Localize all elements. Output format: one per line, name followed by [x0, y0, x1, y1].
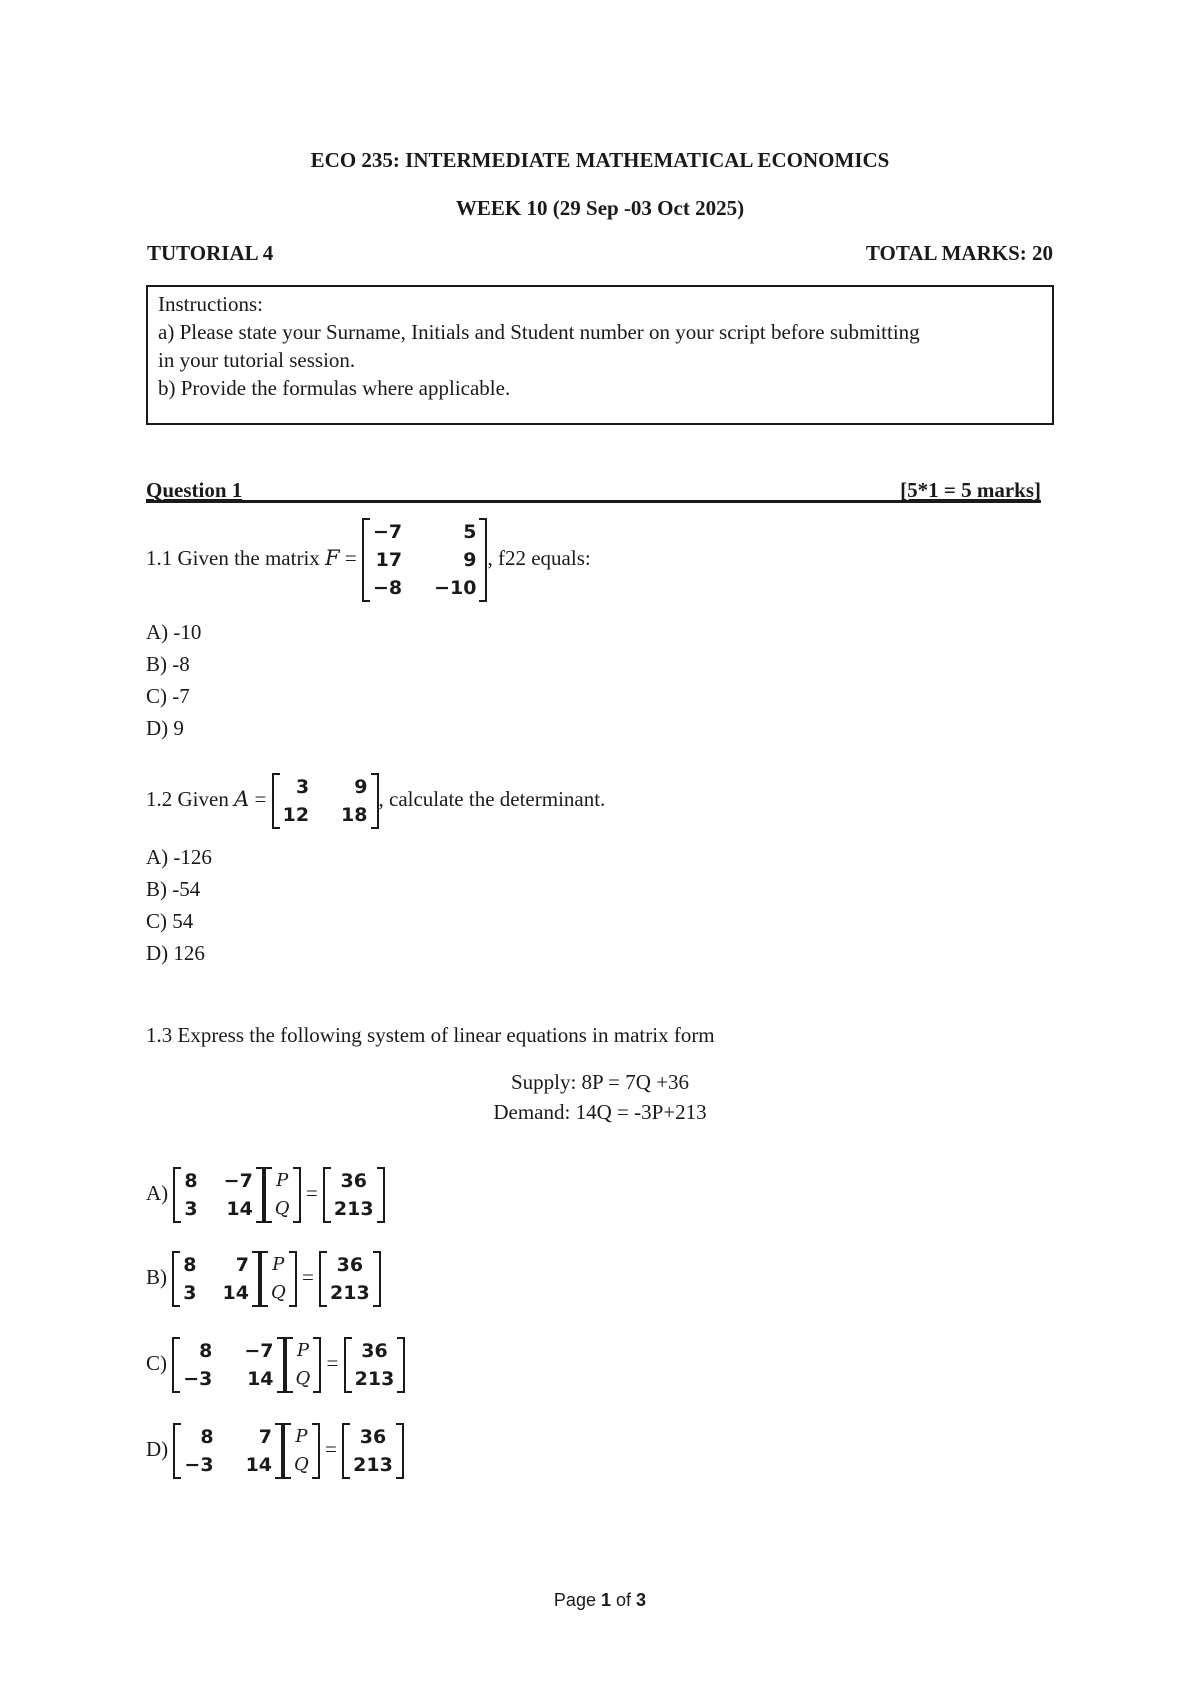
vector-cell: 213 — [353, 1454, 393, 1476]
option-label: A) — [146, 1180, 169, 1205]
matrix-a-cell: 3 — [295, 776, 310, 798]
vector-cell: Q — [295, 1368, 311, 1389]
q1-2-eq: = — [249, 786, 272, 811]
instructions-heading: Instructions: — [158, 292, 263, 316]
coefficient-matrix — [172, 1251, 260, 1307]
q1-2-option: D) 126 — [146, 941, 205, 965]
q1-1-suffix: , f22 equals: — [487, 545, 591, 570]
question-1-marks: [5*1 = 5 marks] — [900, 478, 1041, 502]
instructions-box — [146, 285, 1054, 425]
matrix-a-cell: 12 — [282, 804, 310, 826]
vector-cell: 36 — [359, 1426, 387, 1448]
q1-2-option: B) -54 — [146, 877, 201, 901]
matrix-f-cell: −7 — [372, 521, 403, 543]
q1-1-prefix: 1.1 Given the matrix — [146, 545, 326, 570]
footer-of-word: of — [616, 1590, 632, 1610]
q1-2-var: A — [234, 786, 250, 811]
q1-3-option-d — [146, 1423, 404, 1479]
instruction-b: b) Provide the formulas where applicable. — [158, 376, 511, 400]
vector-cell: 213 — [330, 1282, 370, 1304]
q1-1-var: F — [325, 545, 340, 570]
option-label: C) — [146, 1350, 167, 1375]
q1-2-suffix: , calculate the determinant. — [378, 786, 606, 811]
equals-sign: = — [326, 1350, 339, 1375]
vector-cell: 213 — [354, 1368, 395, 1390]
matrix-cell: 3 — [183, 1282, 197, 1304]
coefficient-matrix — [173, 1423, 283, 1479]
vector-cell: P — [295, 1426, 308, 1447]
constant-vector — [323, 1167, 385, 1223]
equals-sign: = — [305, 1180, 318, 1205]
matrix-cell: 14 — [245, 1454, 273, 1476]
matrix-a — [272, 773, 379, 829]
question-1-heading — [146, 478, 1041, 503]
variable-vector — [285, 1337, 322, 1393]
q1-2-option: A) -126 — [146, 845, 212, 869]
q1-2-option: C) 54 — [146, 909, 194, 933]
total-marks: TOTAL MARKS: 20 — [865, 241, 1053, 265]
demand-equation: Demand: 14Q = -3P+213 — [493, 1100, 707, 1124]
coefficient-matrix — [173, 1167, 263, 1223]
tutorial-label: TUTORIAL 4 — [147, 241, 274, 265]
coefficient-matrix — [172, 1337, 284, 1393]
matrix-cell: 3 — [184, 1198, 198, 1220]
matrix-f-cell: 9 — [463, 549, 477, 571]
matrix-cell: 8 — [184, 1170, 198, 1192]
matrix-cell: −7 — [223, 1170, 253, 1192]
question-1-1 — [146, 518, 591, 602]
q1-3-option-a — [146, 1167, 385, 1223]
supply-equation: Supply: 8P = 7Q +36 — [510, 1070, 690, 1094]
matrix-cell: 14 — [222, 1282, 249, 1304]
document-title: ECO 235: INTERMEDIATE MATHEMATICAL ECONOMICS — [310, 148, 890, 172]
matrix-f — [362, 518, 488, 602]
variable-vector — [264, 1167, 301, 1223]
footer-current-page: 1 — [600, 1590, 611, 1610]
q1-1-eq: = — [339, 545, 362, 570]
matrix-cell: −3 — [184, 1454, 214, 1476]
equals-sign: = — [325, 1436, 337, 1461]
q1-3-option-b — [146, 1251, 381, 1307]
vector-cell: Q — [270, 1282, 286, 1303]
vector-cell: P — [272, 1254, 285, 1275]
matrix-cell: 7 — [258, 1426, 273, 1448]
q1-1-option: C) -7 — [146, 684, 190, 708]
matrix-f-cell: −10 — [434, 577, 477, 599]
q1-2-prefix: 1.2 Given — [146, 786, 235, 811]
vector-cell: 36 — [336, 1254, 364, 1276]
week-line: WEEK 10 (29 Sep -03 Oct 2025) — [455, 196, 745, 220]
variable-vector — [283, 1423, 320, 1479]
constant-vector — [319, 1251, 381, 1307]
matrix-a-cell: 18 — [341, 804, 368, 826]
footer-total-pages: 3 — [636, 1590, 647, 1610]
vector-cell: 36 — [340, 1170, 367, 1192]
matrix-f-cell: 17 — [375, 549, 403, 571]
vector-cell: Q — [294, 1454, 309, 1475]
matrix-cell: 8 — [200, 1426, 214, 1448]
matrix-cell: −3 — [183, 1368, 213, 1390]
instruction-a-cont: in your tutorial session. — [158, 348, 356, 372]
matrix-cell: −7 — [244, 1340, 274, 1362]
constant-vector — [342, 1423, 404, 1479]
q1-1-option: D) 9 — [146, 716, 184, 740]
vector-cell: P — [296, 1340, 309, 1361]
matrix-cell: 8 — [199, 1340, 213, 1362]
vector-cell: 213 — [333, 1198, 374, 1220]
question-1-2 — [146, 773, 605, 829]
matrix-f-cell: −8 — [372, 577, 403, 599]
constant-vector — [344, 1337, 406, 1393]
instruction-a: a) Please state your Surname, Initials and Student number on your script before submitting — [158, 320, 920, 344]
question-1-title: Question 1 — [146, 478, 243, 502]
q1-1-option: A) -10 — [146, 620, 202, 644]
q1-3-option-c — [146, 1337, 405, 1393]
option-label: D) — [146, 1436, 169, 1461]
vector-cell: Q — [274, 1198, 290, 1219]
question-1-3: 1.3 Express the following system of linear equations in matrix form — [146, 1023, 715, 1047]
matrix-cell: 14 — [247, 1368, 274, 1390]
q1-1-option: B) -8 — [146, 652, 190, 676]
matrix-cell: 8 — [183, 1254, 197, 1276]
matrix-cell: 7 — [235, 1254, 249, 1276]
matrix-f-cell: 5 — [463, 521, 477, 543]
page-footer — [0, 1590, 1200, 1611]
option-label: B) — [146, 1264, 167, 1289]
variable-vector — [260, 1251, 297, 1307]
matrix-cell: 14 — [226, 1198, 253, 1220]
equals-sign: = — [301, 1264, 314, 1289]
footer-page-word: Page — [553, 1590, 596, 1610]
vector-cell: 36 — [361, 1340, 388, 1362]
matrix-a-cell: 9 — [354, 776, 368, 798]
vector-cell: P — [276, 1170, 289, 1191]
